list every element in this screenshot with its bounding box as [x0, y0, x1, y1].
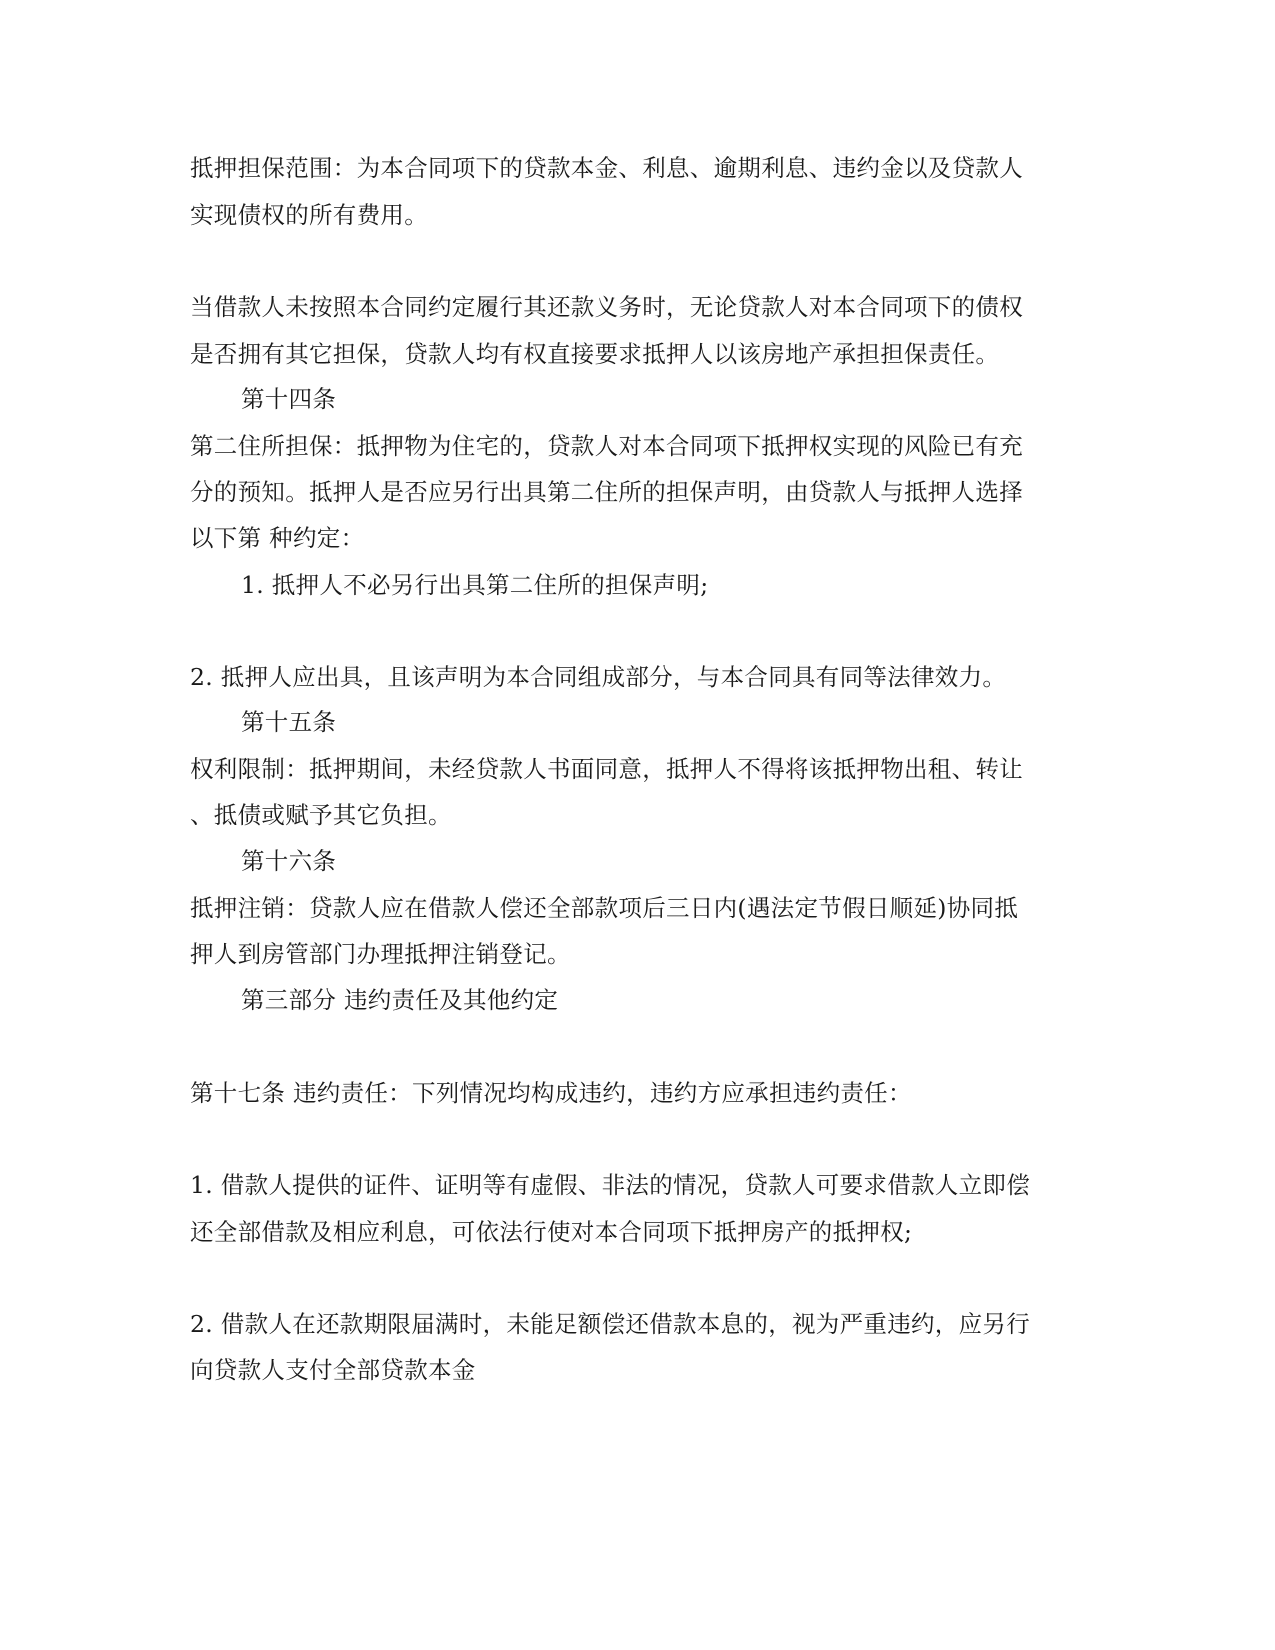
option-2-line: 2. 抵押人应出具，且该声明为本合同组成部分，与本合同具有同等法律效力。 [190, 663, 1007, 691]
mortgage-cancellation-line-1: 抵押注销：贷款人应在借款人偿还全部款项后三日内(遇法定节假日顺延)协同抵 [190, 894, 1019, 922]
article-14-heading: 第十四条 [241, 385, 337, 413]
rights-restriction-line-1: 权利限制：抵押期间，未经贷款人书面同意，抵押人不得将该抵押物出租、转让 [190, 755, 1023, 783]
article-17-line: 第十七条 违约责任：下列情况均构成违约，违约方应承担违约责任： [190, 1079, 912, 1107]
guarantee-scope-line-1: 抵押担保范围：为本合同项下的贷款本金、利息、逾期利息、违约金以及贷款人 [190, 154, 1023, 182]
breach-item-1-line-2: 还全部借款及相应利息，可依法行使对本合同项下抵押房产的抵押权; [190, 1218, 913, 1246]
guarantee-scope-line-2: 实现债权的所有费用。 [190, 201, 428, 229]
mortgage-cancellation-line-2: 押人到房管部门办理抵押注销登记。 [190, 940, 571, 968]
part-3-heading: 第三部分 违约责任及其他约定 [241, 986, 559, 1014]
rights-restriction-line-2: 、抵债或赋予其它负担。 [190, 801, 452, 829]
article-16-heading: 第十六条 [241, 847, 337, 875]
breach-item-1-line-1: 1. 借款人提供的证件、证明等有虚假、非法的情况，贷款人可要求借款人立即偿 [190, 1171, 1030, 1199]
second-residence-line-1: 第二住所担保：抵押物为住宅的，贷款人对本合同项下抵押权实现的风险已有充 [190, 432, 1023, 460]
second-residence-line-3: 以下第 种约定： [190, 524, 365, 552]
breach-item-2-line-2: 向贷款人支付全部贷款本金 [190, 1356, 476, 1384]
repayment-default-line-2: 是否拥有其它担保，贷款人均有权直接要求抵押人以该房地产承担担保责任。 [190, 340, 1000, 368]
repayment-default-line-1: 当借款人未按照本合同约定履行其还款义务时，无论贷款人对本合同项下的债权 [190, 293, 1023, 321]
option-1-line: 1. 抵押人不必另行出具第二住所的担保声明; [241, 571, 709, 599]
article-15-heading: 第十五条 [241, 708, 337, 736]
breach-item-2-line-1: 2. 借款人在还款期限届满时，未能足额偿还借款本息的，视为严重违约，应另行 [190, 1310, 1030, 1338]
second-residence-line-2: 分的预知。抵押人是否应另行出具第二住所的担保声明，由贷款人与抵押人选择 [190, 478, 1023, 506]
